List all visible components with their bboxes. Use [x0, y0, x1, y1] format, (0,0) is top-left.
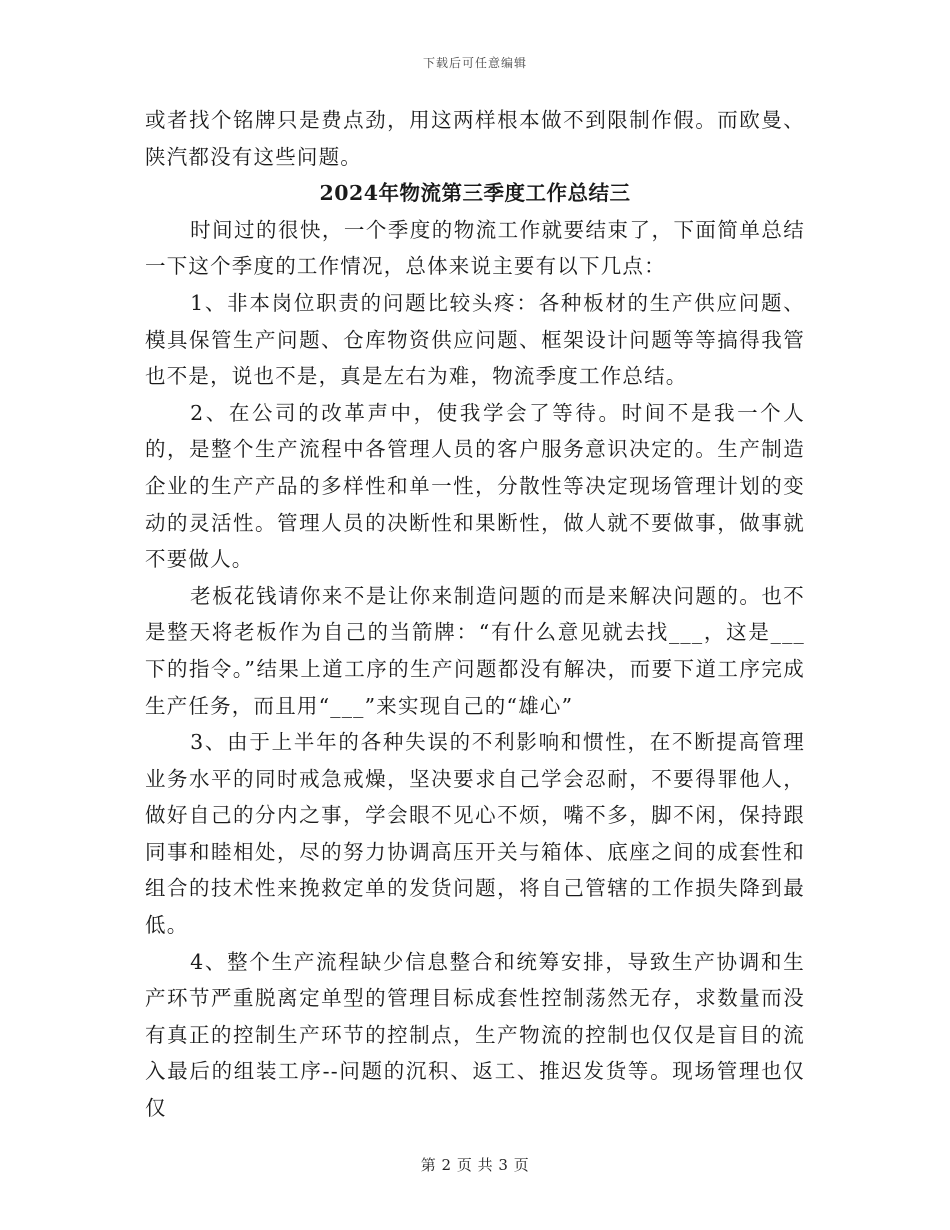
page-number: 第 2 页 共 3 页 — [420, 1156, 530, 1174]
paragraph-point-1: 1、非本岗位职责的问题比较头疼：各种板材的生产供应问题、模具保管生产问题、仓库物资供应问题、框架设计问题等等搞得我管也不是，说也不是，真是左右为难，物流季度工作总结。 — [145, 290, 805, 389]
paragraph-point-3: 3、由于上半年的各种失误的不利影响和惯性，在不断提高管理业务水平的同时戒急戒燥，坚决要求自己学会忍耐，不要得罪他人，做好自己的分内之事，学会眼不见心不烦，嘴不多，脚不闲，保持跟同事和睦相处，尽的努力协调高压开关与箱体、底座之间的成套性和组合的技术性来挽救定单的发货问题，将自己管辖的工作损失降到最低。 — [145, 730, 805, 938]
document-body — [145, 102, 805, 1127]
page-header-note: 下载后可任意编辑 — [422, 56, 527, 70]
paragraph-continuation: 或者找个铭牌只是费点劲，用这两样根本做不到限制作假。而欧曼、陕汽都没有这些问题。 — [145, 108, 805, 169]
section-title: 2024年物流第三季度工作总结三 — [319, 181, 631, 206]
paragraph-point-2: 2、在公司的改革声中，使我学会了等待。时间不是我一个人的，是整个生产流程中各管理人员的客户服务意识决定的。生产制造企业的生产产品的多样性和单一性，分散性等决定现场管理计划的变动的灵活性。管理人员的决断性和果断性，做人就不要做事，做事就不要做人。 — [145, 400, 805, 572]
paragraph-boss: 老板花钱请你来不是让你来制造问题的而是来解决问题的。也不是整天将老板作为自己的当箭牌：“有什么意见就去找___，这是___下的指令。”结果上道工序的生产问题都没有解决，而要下道工序完成生产任务，而且用“___”来实现自己的“雄心” — [145, 583, 805, 718]
paragraph-point-4: 4、整个生产流程缺少信息整合和统筹安排，导致生产协调和生产环节严重脱离定单型的管理目标成套性控制荡然无存，求数量而没有真正的控制生产环节的控制点，生产物流的控制也仅仅是盲目的流入最后的组装工序--问题的沉积、返工、推迟发货等。现场管理也仅仅 — [145, 949, 805, 1121]
paragraph-intro: 时间过的很快，一个季度的物流工作就要结束了，下面简单总结一下这个季度的工作情况，总体来说主要有以下几点： — [145, 217, 805, 279]
